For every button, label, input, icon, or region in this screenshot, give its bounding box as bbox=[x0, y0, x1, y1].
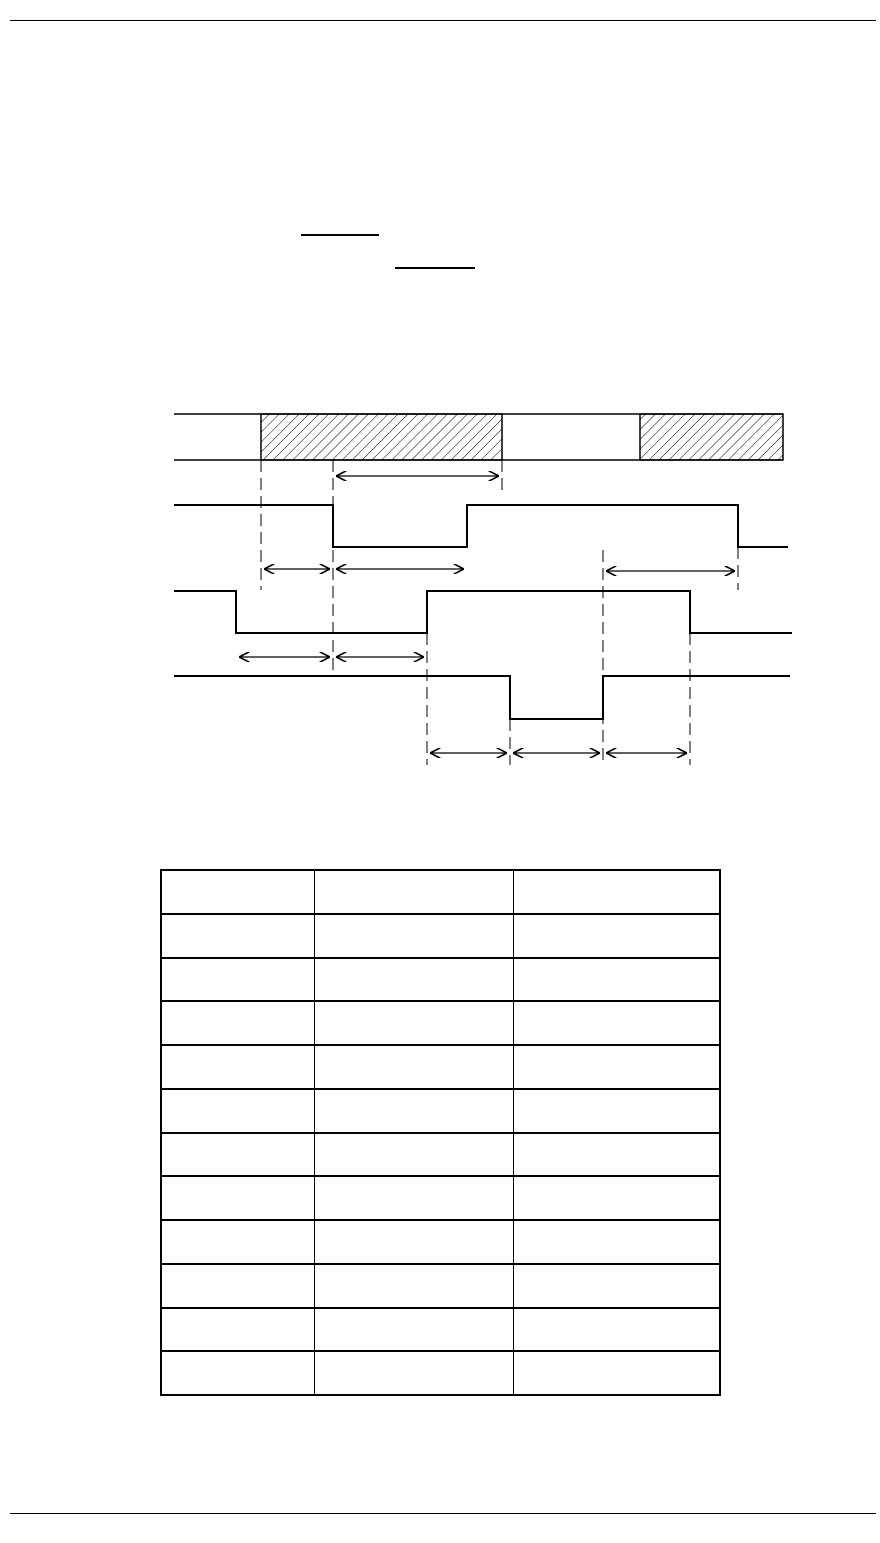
table-cell bbox=[161, 1308, 314, 1352]
table-row bbox=[161, 870, 720, 914]
table-cell bbox=[513, 1176, 720, 1220]
table-cell bbox=[314, 1264, 513, 1308]
table-row bbox=[161, 1264, 720, 1308]
table-row bbox=[161, 1220, 720, 1264]
table-cell bbox=[513, 1308, 720, 1352]
table-cell bbox=[161, 1089, 314, 1133]
table-cell bbox=[513, 1045, 720, 1089]
table-cell bbox=[314, 1308, 513, 1352]
signal-2-waveform bbox=[174, 505, 788, 547]
table-cell bbox=[314, 1089, 513, 1133]
table-row bbox=[161, 914, 720, 958]
table-cell bbox=[314, 914, 513, 958]
table-row bbox=[161, 958, 720, 1002]
table-cell bbox=[513, 914, 720, 958]
signal-4-waveform bbox=[174, 676, 790, 719]
table-cell bbox=[314, 1045, 513, 1089]
table-cell bbox=[161, 914, 314, 958]
footer-rule bbox=[10, 1513, 876, 1514]
table-cell bbox=[161, 958, 314, 1002]
data-bus-signal bbox=[174, 414, 783, 460]
table-cell bbox=[314, 1176, 513, 1220]
timing-arrows bbox=[239, 476, 735, 753]
table-cell bbox=[161, 1176, 314, 1220]
table-row bbox=[161, 1001, 720, 1045]
table-cell bbox=[161, 1264, 314, 1308]
table-cell bbox=[513, 870, 720, 914]
table-cell bbox=[314, 1001, 513, 1045]
table-row bbox=[161, 1308, 720, 1352]
table-cell bbox=[513, 1133, 720, 1177]
table-cell bbox=[314, 958, 513, 1002]
timing-parameter-table bbox=[160, 869, 721, 1396]
table-cell bbox=[161, 1220, 314, 1264]
table-row bbox=[161, 1133, 720, 1177]
table-cell bbox=[513, 1264, 720, 1308]
table-cell bbox=[513, 1001, 720, 1045]
table-cell bbox=[314, 1220, 513, 1264]
table-row bbox=[161, 1045, 720, 1089]
table-cell bbox=[161, 1001, 314, 1045]
table-cell bbox=[161, 1133, 314, 1177]
table-cell bbox=[513, 1089, 720, 1133]
table-cell bbox=[161, 1351, 314, 1395]
table-cell bbox=[314, 870, 513, 914]
table-cell bbox=[314, 1351, 513, 1395]
table-cell bbox=[513, 958, 720, 1002]
table-cell bbox=[161, 1045, 314, 1089]
signal-3-waveform bbox=[174, 591, 792, 633]
bus-valid-region-2 bbox=[640, 414, 783, 460]
table-cell bbox=[161, 870, 314, 914]
table-row bbox=[161, 1351, 720, 1395]
table-cell bbox=[513, 1220, 720, 1264]
table-row bbox=[161, 1176, 720, 1220]
bus-valid-region-1 bbox=[261, 414, 502, 460]
table-cell bbox=[314, 1133, 513, 1177]
table-cell bbox=[513, 1351, 720, 1395]
table-row bbox=[161, 1089, 720, 1133]
